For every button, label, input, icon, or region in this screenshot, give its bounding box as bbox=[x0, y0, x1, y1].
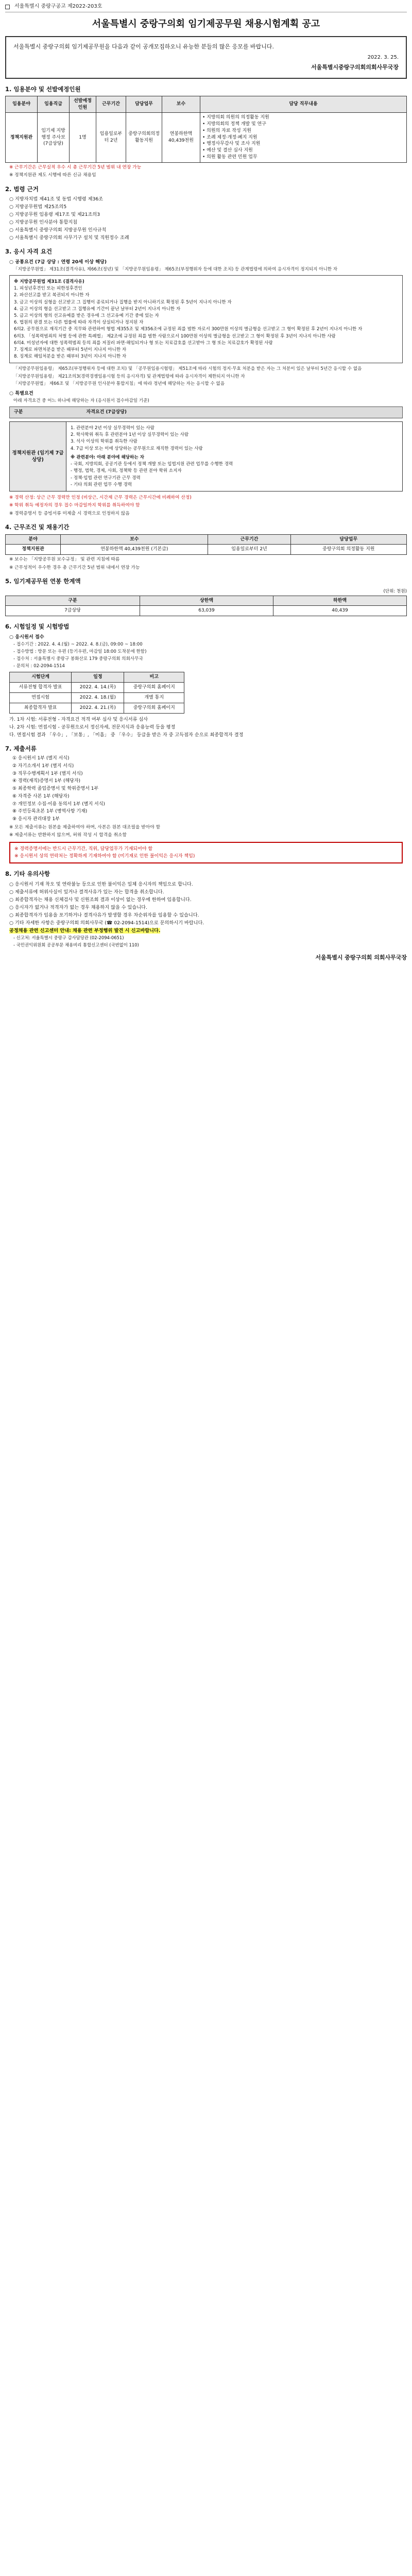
red-note: ※ 응시원서 상의 연락처는 정확하게 기재하여야 함 (미기재로 인한 불이익은 응시자 책임) bbox=[14, 853, 195, 859]
th-work: 담당업무 bbox=[126, 96, 162, 113]
law-text-1: 「지방공무원법」 제31조(결격사유), 제66조(정년) 및 「지방공무원임용령」 제65조(부정행위자 등에 대한 조치) 등 관계법령에 의하여 응시자격이 정지되지 아니한 자 bbox=[13, 266, 338, 272]
td-count: 1명 bbox=[70, 113, 96, 162]
table-header-row bbox=[6, 96, 407, 113]
section-2-title: 2. 법령 근거 bbox=[5, 185, 39, 193]
table-row bbox=[10, 703, 184, 713]
th-duties: 담당 직무내용 bbox=[200, 96, 407, 113]
section-8-title: 8. 기타 유의사항 bbox=[5, 870, 50, 878]
intro-box bbox=[5, 36, 407, 79]
law-text-3: 「지방공무원임용령」 제21조의3(경력경쟁임용시험 등의 응시자격) 및 관계법령에 따라 응시자격이 제한되지 아니한 자 bbox=[13, 374, 245, 379]
special-item: 1. 관련분야 2년 이상 실무경력이 있는 사람 bbox=[71, 426, 154, 431]
th-period: 근무기간 bbox=[96, 96, 126, 113]
th-sched-note: 비고 bbox=[124, 672, 184, 683]
td-s4-field: 정책지원관 bbox=[6, 545, 61, 555]
special-req-text: 아래 자격요건 중 어느 하나에 해당하는 자 (응시원서 접수마감일 기준) bbox=[13, 398, 149, 404]
disq-item: 4. 금고 이상의 형을 선고받고 그 집행유예 기간이 끝난 날부터 2년이 지나지 아니한 자 bbox=[14, 306, 181, 312]
th-s5-upper: 상한액 bbox=[140, 596, 273, 606]
unit-label: (단위: 천원) bbox=[383, 588, 407, 594]
td-work: 중랑구의회의정활동지원 bbox=[126, 113, 162, 162]
disq-item: 6. 법원의 판결 또는 다른 법률에 따라 자격이 상실되거나 정지된 자 bbox=[14, 320, 144, 326]
disqualification-box bbox=[9, 275, 403, 363]
s3-note: ※ 학위 취득 예정자의 경우 접수 마감일까지 학위를 취득하여야 함 bbox=[9, 503, 140, 509]
td-s4-pay: 연봉하한액 40,439천원 (기본급) bbox=[61, 545, 208, 555]
td-period: 임용일로부터 2년 bbox=[96, 113, 126, 162]
caution-item: ○ 최종합격자는 채용 신체검사 및 신원조회 결과 이상이 없는 경우에 한하여 임용합니다. bbox=[9, 896, 192, 903]
th-s5-cat: 구분 bbox=[6, 596, 140, 606]
special-req-row bbox=[9, 421, 403, 492]
disq-item: 2. 파산선고를 받고 복권되지 아니한 자 bbox=[14, 293, 90, 298]
related-item: - 행정, 법학, 경제, 사회, 정책학 등 관련 분야 학위 소지자 bbox=[71, 468, 182, 474]
page-title: 서울특별시 중랑구의회 임기제공무원 채용시험계획 공고 bbox=[92, 19, 320, 30]
td-sched: 최종합격자 발표 bbox=[10, 703, 72, 713]
law-item: ○ 지방공무원 임용령 제17조 및 제21조의3 bbox=[9, 212, 100, 218]
doc-item: ⑦ 개인정보 수집·이용 동의서 1부 (별지 서식) bbox=[12, 801, 105, 807]
table-header-row bbox=[6, 534, 407, 545]
law-item: ○ 지방자치법 제41조 및 동법 시행령 제36조 bbox=[9, 196, 104, 202]
th-s4-field: 분야 bbox=[6, 534, 61, 545]
intro-text: 서울특별시 중랑구의회 임기제공무원을 다음과 같이 공개모집하오니 유능한 분들의 많은 응모를 바랍니다. bbox=[13, 43, 274, 50]
top-bar bbox=[5, 3, 407, 12]
special-item: 2. 학사학위 취득 후 관련분야 1년 이상 실무경력이 있는 사람 bbox=[71, 432, 189, 438]
announcement-number: 서울특별시 중랑구공고 제2022-203호 bbox=[14, 4, 102, 9]
method-item: 나. 2차 시험: 면접시험 - 공무원으로서 정신자세, 전문지식과 응용능력 등을 평정 bbox=[9, 724, 176, 730]
red-notice-box bbox=[9, 842, 403, 864]
s4-note: ※ 보수는 「지방공무원 보수규정」 및 관련 지침에 따름 bbox=[9, 557, 120, 563]
intro-date: 2022. 3. 25. bbox=[367, 54, 399, 60]
final-signature: 서울특별시 중랑구의회 의회사무국장 bbox=[315, 954, 407, 961]
section-1-title: 1. 임용분야 및 선발예정인원 bbox=[5, 85, 81, 93]
caution-item: ○ 응시자가 없거나 적격자가 없는 경우 채용하지 않을 수 있습니다. bbox=[9, 904, 147, 910]
s1-note-2: ※ 정책지원관 제도 시행에 따른 신규 채용임 bbox=[9, 173, 96, 178]
td-grade: 임기제 지방행정 주사보 (7급상당) bbox=[38, 113, 70, 162]
common-req: ○ 공통요건 (7급 상당 : 연령 20세 이상 해당) bbox=[9, 259, 107, 265]
td-sched: 중랑구의회 홈페이지 bbox=[124, 683, 184, 693]
doc-item: ⑥ 자격증 사본 1부 (해당자) bbox=[12, 793, 70, 799]
doc-item: ② 자기소개서 1부 (별지 서식) bbox=[12, 763, 74, 769]
disq-item: 7. 징계로 파면처분을 받은 때부터 5년이 지나지 아니한 자 bbox=[14, 347, 127, 353]
caution-item: ○ 최종합격자가 임용을 포기하거나 결격사유가 발생할 경우 차순위자를 임용할 수 있습니다. bbox=[9, 912, 199, 918]
related-title: ※ 관련분야: 아래 분야에 해당하는 자 bbox=[71, 454, 144, 460]
td-sched: 면접시험 bbox=[10, 692, 72, 703]
report-item: - 국민권익위원회 공공부문 채용비리 통합신고센터 (국번없이 110) bbox=[13, 942, 139, 948]
schedule-table bbox=[9, 672, 184, 713]
recruit-table bbox=[5, 96, 407, 163]
law-item: ○ 지방공무원법 제25조의5 bbox=[9, 204, 67, 210]
disq-item: 6의3. 「성폭력범죄의 처벌 등에 관한 특례법」 제2조에 규정된 죄를 범한 사람으로서 100만원 이상의 벌금형을 선고받고 그 형이 확정된 후 3년이 지나지 아니한 사람 bbox=[14, 333, 336, 339]
table-row bbox=[6, 606, 407, 616]
special-header-col2: 자격요건 (7급상당) bbox=[86, 410, 127, 415]
report-item: - 신고처: 서울특별시 중랑구 감사담당관 (02-2094-0651) bbox=[13, 935, 124, 941]
s7-note: ※ 모든 제출서류는 원본을 제출하여야 하며, 사본은 원본 대조필을 받아야 함 bbox=[9, 824, 161, 830]
law-item: ○ 서울특별시 중랑구의회 지방공무원 인사규칙 bbox=[9, 227, 107, 233]
document-icon bbox=[5, 5, 10, 9]
td-duties: • 지방의회 의원의 의정활동 지원 • 지방의회의 정책 개발 및 연구 • 의원의 자료 작성 지원 • 조례 제정·개정·폐지 지원 • 행정사무감사 및 조사 지원 • 예산 및 결산 심사 지원 • 의원 활동 관련 민원 업무 bbox=[200, 113, 407, 162]
td-sched: 서류전형 합격자 발표 bbox=[10, 683, 72, 693]
doc-item: ① 응시원서 1부 (별지 서식) bbox=[12, 756, 70, 761]
td-sched: 2022. 4. 21.(목) bbox=[72, 703, 124, 713]
th-sched-stage: 시험단계 bbox=[10, 672, 72, 683]
th-s4-work: 담당업무 bbox=[290, 534, 406, 545]
special-items bbox=[66, 422, 402, 491]
related-item: - 정책·입법 관련 연구기관 근무 경력 bbox=[71, 475, 141, 481]
section-4-title: 4. 근무조건 및 채용기간 bbox=[5, 523, 70, 531]
doc-item: ⑧ 주민등록초본 1부 (병역사항 기재) bbox=[12, 809, 88, 815]
s3-note: ※ 경력증명서 등 증빙서류 미제출 시 경력으로 인정하지 않음 bbox=[9, 511, 130, 516]
table-header-row bbox=[6, 596, 407, 606]
section-7-title: 7. 제출서류 bbox=[5, 744, 37, 752]
red-note: ※ 경력증명서에는 반드시 근무기간, 직위, 담당업무가 기재되어야 함 bbox=[14, 846, 153, 852]
td-sched: 2022. 4. 18.(월) bbox=[72, 692, 124, 703]
th-sched-date: 일정 bbox=[72, 672, 124, 683]
th-s4-period: 근무기간 bbox=[208, 534, 290, 545]
s6-item: - 접수기간 : 2022. 4. 4.(월) ~ 2022. 4. 8.(금), 09:00 ~ 18:00 bbox=[13, 641, 143, 647]
td-s5-lower: 40,439 bbox=[273, 606, 406, 616]
special-req-label: ○ 특별요건 bbox=[9, 391, 33, 397]
td-sched: 중랑구의회 홈페이지 bbox=[124, 703, 184, 713]
salary-table bbox=[5, 596, 407, 617]
s4-note: ※ 근무성적이 우수한 경우 총 근무기간 5년 범위 내에서 연장 가능 bbox=[9, 565, 140, 570]
doc-item: ③ 직무수행계획서 1부 (별지 서식) bbox=[12, 771, 83, 776]
s6-item: - 문의처 : 02-2094-1514 bbox=[13, 664, 65, 669]
th-s4-pay: 보수 bbox=[61, 534, 208, 545]
law-item: ○ 지방공무원 인사분야 통합지침 bbox=[9, 219, 78, 226]
th-pay: 보수 bbox=[162, 96, 200, 113]
method-item: 다. 면접시험 결과 「우수」, 「보통」, 「미흡」 중 「우수」 등급을 받은 자 중 고득점자 순으로 최종합격자 결정 bbox=[9, 732, 244, 738]
related-item: - 국회, 지방의회, 공공기관 등에서 정책 개발 또는 입법지원 관련 업무를 수행한 경력 bbox=[71, 462, 233, 467]
th-field: 임용분야 bbox=[6, 96, 38, 113]
td-sched: 개별 통지 bbox=[124, 692, 184, 703]
td-pay: 연봉하한액 40,439천원 bbox=[162, 113, 200, 162]
law-item: ○ 서울특별시 중랑구의회 사무기구 설치 및 직원정수 조례 bbox=[9, 235, 129, 241]
law-text-2: 「지방공무원임용령」 제65조(부정행위자 등에 대한 조치) 및 「공무원임용시험령」 제51조에 따라 시험의 정지·무효 처분을 받은 자는 그 처분이 있은 날부터 5년간 응시할 수 없음 bbox=[13, 366, 362, 372]
caution-item: ○ 응시원서 기재 착오 및 연락불능 등으로 인한 불이익은 일체 응시자의 책임으로 합니다. bbox=[9, 881, 193, 887]
special-req-header bbox=[9, 406, 403, 418]
s6-item: - 접수처 : 서울특별시 중랑구 봉화산로 179 중랑구의회 의회사무국 bbox=[13, 656, 143, 662]
th-count: 선발예정인원 bbox=[70, 96, 96, 113]
special-field: 정책지원관 (임기제 7급상당) bbox=[10, 422, 66, 491]
intro-org: 서울특별시중랑구의회의회사무국장 bbox=[311, 64, 399, 71]
work-conditions-table bbox=[5, 534, 407, 555]
doc-item: ④ 경력(재직)증명서 1부 (해당자) bbox=[12, 778, 81, 784]
disq-item: 3. 금고 이상의 실형을 선고받고 그 집행이 종료되거나 집행을 받지 아니하기로 확정된 후 5년이 지나지 아니한 자 bbox=[14, 299, 232, 305]
td-s5-cat: 7급상당 bbox=[6, 606, 140, 616]
td-sched: 2022. 4. 14.(목) bbox=[72, 683, 124, 693]
section-3-title: 3. 응시 자격 요건 bbox=[5, 248, 53, 256]
s3-note: ※ 경력 산정: 상근 근무 경력만 인정 (비상근, 시간제 근무 경력은 근무시간에 비례하여 산정) bbox=[9, 495, 192, 500]
s6-item: - 접수방법 : 방문 또는 우편 (등기우편, 마감일 18:00 도착분에 한함) bbox=[13, 649, 147, 654]
s7-note: ※ 제출서류는 반환하지 않으며, 허위 작성 시 합격을 취소함 bbox=[9, 833, 127, 838]
td-s5-upper: 63,039 bbox=[140, 606, 273, 616]
related-item: - 기타 의회 관련 업무 수행 경력 bbox=[71, 482, 132, 487]
s1-note-1: ※ 근무기간은 근무실적 우수 시 총 근무기간 5년 범위 내 연장 가능 bbox=[9, 164, 142, 170]
disq-title: ※ 지방공무원법 제31조 (결격사유) bbox=[14, 279, 84, 284]
section-6-title: 6. 시험일정 및 시험방법 bbox=[5, 623, 70, 631]
table-row bbox=[6, 545, 407, 555]
law-text-4: 「지방공무원법」 제66조 및 「지방공무원 인사분야 통합지침」에 따라 정년에 해당하는 자는 응시할 수 없음 bbox=[13, 381, 225, 386]
td-s4-period: 임용일로부터 2년 bbox=[208, 545, 290, 555]
table-row bbox=[10, 683, 184, 693]
td-field: 정책지원관 bbox=[6, 113, 38, 162]
disq-item: 1. 피성년후견인 또는 피한정후견인 bbox=[14, 286, 82, 292]
caution-item: ○ 기타 자세한 사항은 중랑구의회 의회사무국 (☎ 02-2094-1514)으로 문의하시기 바랍니다. bbox=[9, 920, 204, 926]
td-s4-work: 중랑구의회 의정활동 지원 bbox=[290, 545, 406, 555]
table-row bbox=[6, 113, 407, 162]
special-item: 3. 석사 이상의 학위를 취득한 사람 bbox=[71, 439, 138, 445]
page bbox=[0, 0, 412, 970]
caution-item: ○ 제출서류에 허위사실이 있거나 결격사유가 있는 자는 합격을 취소합니다. bbox=[9, 889, 164, 895]
s6-sub: ○ 응시원서 접수 bbox=[9, 634, 44, 640]
method-item: 가. 1차 시험: 서류전형 - 자격요건 적격 여부 심사 및 응시서류 심사 bbox=[9, 716, 148, 722]
fair-hiring-highlight: 공정채용 관련 신고센터 안내: 채용 관련 부정행위 발견 시 신고바랍니다. bbox=[9, 928, 161, 934]
disq-item: 5. 금고 이상의 형의 선고유예를 받은 경우에 그 선고유예 기간 중에 있는 자 bbox=[14, 313, 159, 319]
special-item: 4. 7급 이상 또는 이에 상당하는 공무원으로 재직한 경력이 있는 사람 bbox=[71, 446, 203, 451]
special-header-col1: 구분 bbox=[14, 410, 23, 415]
th-s5-lower: 하한액 bbox=[273, 596, 406, 606]
disq-item: 8. 징계로 해임처분을 받은 때부터 3년이 지나지 아니한 자 bbox=[14, 354, 127, 360]
doc-item: ⑤ 최종학력 졸업증명서 및 학위증명서 1부 bbox=[12, 786, 99, 792]
table-header-row bbox=[10, 672, 184, 683]
doc-item: ⑨ 응시자 관리대장 1부 bbox=[12, 817, 60, 822]
table-row bbox=[10, 692, 184, 703]
disq-item: 6의4. 미성년자에 대한 성폭력범죄 등의 죄를 저질러 파면·해임되거나 형 또는 치료감호를 선고받아 그 형 또는 치료감호가 확정된 사람 bbox=[14, 340, 273, 346]
section-5-title: 5. 임기제공무원 연봉 한계액 bbox=[5, 578, 81, 585]
th-grade: 임용직급 bbox=[38, 96, 70, 113]
disq-item: 6의2. 공무원으로 재직기간 중 직무와 관련하여 형법 제355조 및 제356조에 규정된 죄를 범한 자로서 300만원 이상의 벌금형을 선고받고 그 형이 확정된 후 2년이 지나지 아니한 자 bbox=[14, 327, 363, 332]
